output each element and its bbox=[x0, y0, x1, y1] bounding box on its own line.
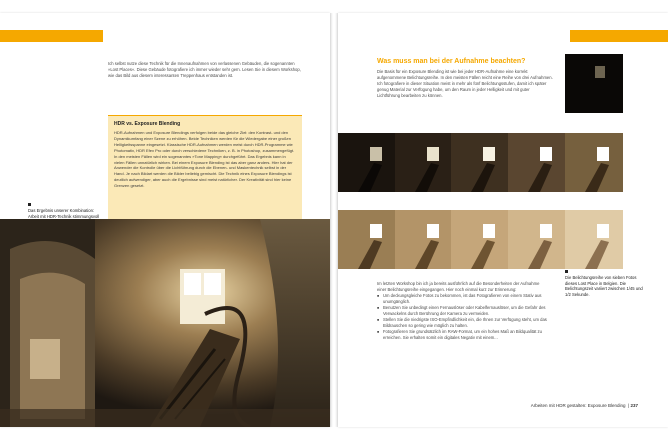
info-box bbox=[108, 115, 302, 224]
exposure-thumb-3-image bbox=[395, 133, 453, 192]
exposure-thumb-8-image bbox=[395, 210, 453, 269]
right-intro-text: Die Basis für ein Exposure Blending ist wie bei jeder HDR-Aufnahme eine korrekt aufgenommene Belichtungsreihe. In den meisten Fällen reicht eine Reihe von drei Aufnahmen. Ich fotografiere in dieser Situation meist in mehr als fünf Belichtungsstufen, damit ich später genug Material zur Verfügung habe, um den Raum in jeder Helligkeit und mit guter Lichtführung bearbeiten zu können. bbox=[377, 69, 553, 98]
exposure-thumb-1 bbox=[565, 54, 623, 113]
right-body bbox=[377, 281, 549, 341]
exposure-thumb-4 bbox=[451, 133, 509, 192]
exposure-thumb-2 bbox=[338, 133, 396, 192]
staircase-photo-image bbox=[0, 219, 330, 427]
page-footer: Arbeiten mit HDR gestalten: Exposure Blending | 237 bbox=[530, 403, 638, 408]
right-page bbox=[338, 13, 668, 427]
staircase-photo bbox=[0, 219, 330, 427]
exposure-thumb-6-image bbox=[565, 133, 623, 192]
info-box-text: HDR-Aufnahmen und Exposure Blendings verfolgen beide das gleiche Ziel: den Kontrast- und den Dynamikumfang einer Szene zu erhöhen. Beide Techniken werden für die Wiedergabe einer großen Helligkeitsspanne eingesetzt. Klassische HDR-Aufnahmen werden meist durch HDR-Programme wie Photomatix, HDR Efex Pro oder durch verschiedene Techniken, z. B. in Photoshop, zusammengefügt. In den meisten Fällen wird ein sogenanntes »Tone Mapping« durchgeführt. Das Ergebnis kann in vielen Fällen unnatürlich wirken. Bei einem Exposure Blending ist das aber ganz anders. Hier hat der Anwender die Kontrolle über die Lichtführung durch die Ebenen- und Maskentechnik selbst in der Hand. Je nach Bildart werden die Bilder beliebig gemischt. Die Technik eines Exposure Blendings ist deutlich aufwendiger, aber auch die Ergebnisse sind meist natürlicher. Der Kreativität sind hier keine Grenzen gesetzt. bbox=[114, 130, 295, 189]
left-caption bbox=[28, 203, 100, 219]
exposure-thumb-1-image bbox=[565, 54, 623, 113]
right-caption-text: Die Belichtungsreihe von sieben Fotos dieses Lost Place in Belgien. Die Belichtungszeit variiert zwischen 1/45 und 1/2 Sekunde. bbox=[565, 275, 643, 297]
left-page bbox=[0, 13, 330, 427]
bullet-item: ■ Fotografieren Sie grundsätzlich im RAW-Format, um ein hohes Maß an Bildqualität zu erreichen. Sie erhalten somit ein digitales Negativ mit einem... bbox=[377, 329, 549, 341]
right-body-text: Im letzten Workshop bin ich ja bereits ausführlich auf die Besonderheiten der Aufnahme einer Belichtungsreihe eingegangen. Hier noch einmal kurz zur Erinnerung: bbox=[377, 281, 540, 292]
bullet-item: ■ Um deckungsgleiche Fotos zu bekommen, ist das Fotografieren von einem Stativ aus unumgänglich. bbox=[377, 293, 549, 305]
exposure-thumb-6 bbox=[565, 133, 623, 192]
page-number: 237 bbox=[630, 403, 638, 408]
bullet-item: ■ Stellen Sie die niedrigste ISO-Empfindlichkeit ein, die Ihnen zur Verfügung steht, um das Bildrauschen so gering wie möglich zu halten. bbox=[377, 317, 549, 329]
exposure-thumb-11 bbox=[565, 210, 623, 269]
info-box-title: HDR vs. Exposure Blending bbox=[114, 121, 181, 127]
exposure-thumb-8 bbox=[395, 210, 453, 269]
caption-marker bbox=[565, 270, 568, 273]
exposure-thumb-9-image bbox=[451, 210, 509, 269]
exposure-thumb-5 bbox=[508, 133, 566, 192]
exposure-thumb-5-image bbox=[508, 133, 566, 192]
caption-marker bbox=[28, 203, 31, 206]
section-heading: Was muss man bei der Aufnahme beachten? bbox=[377, 58, 526, 65]
exposure-thumb-4-image bbox=[451, 133, 509, 192]
bullet-item: ■ Benutzen Sie unbedingt einen Fernauslöser oder Kabelfernauslöser, um die Gefahr des Verwackelns durch Berührung der Kamera zu vermeiden. bbox=[377, 305, 549, 317]
left-intro-text: Ich selbst nutze diese Technik für die Innenaufnahmen von verlassenen Gebäuden, die sogenannten »Lost Places«. Diese Gebäude fotografiere ich immer wieder sehr gern. Lesen Sie in diesem Workshop, wie das Bild aus diesem interessanten Treppenhaus entstanden ist. bbox=[108, 61, 301, 78]
footer-text: Arbeiten mit HDR gestalten: Exposure Blending bbox=[530, 403, 626, 408]
right-orange-tab bbox=[570, 30, 668, 42]
left-caption-text: Das Ergebnis unserer Kombination: Arbeit mit HDR-Technik stimmungsvoll bbox=[28, 208, 100, 219]
exposure-thumb-7-image bbox=[338, 210, 396, 269]
exposure-thumb-10 bbox=[508, 210, 566, 269]
exposure-thumb-7 bbox=[338, 210, 396, 269]
exposure-thumb-9 bbox=[451, 210, 509, 269]
exposure-thumb-10-image bbox=[508, 210, 566, 269]
book-gutter bbox=[330, 13, 338, 427]
right-caption bbox=[565, 270, 645, 297]
left-orange-tab bbox=[0, 30, 103, 42]
exposure-thumb-2-image bbox=[338, 133, 396, 192]
exposure-thumb-11-image bbox=[565, 210, 623, 269]
exposure-thumb-3 bbox=[395, 133, 453, 192]
